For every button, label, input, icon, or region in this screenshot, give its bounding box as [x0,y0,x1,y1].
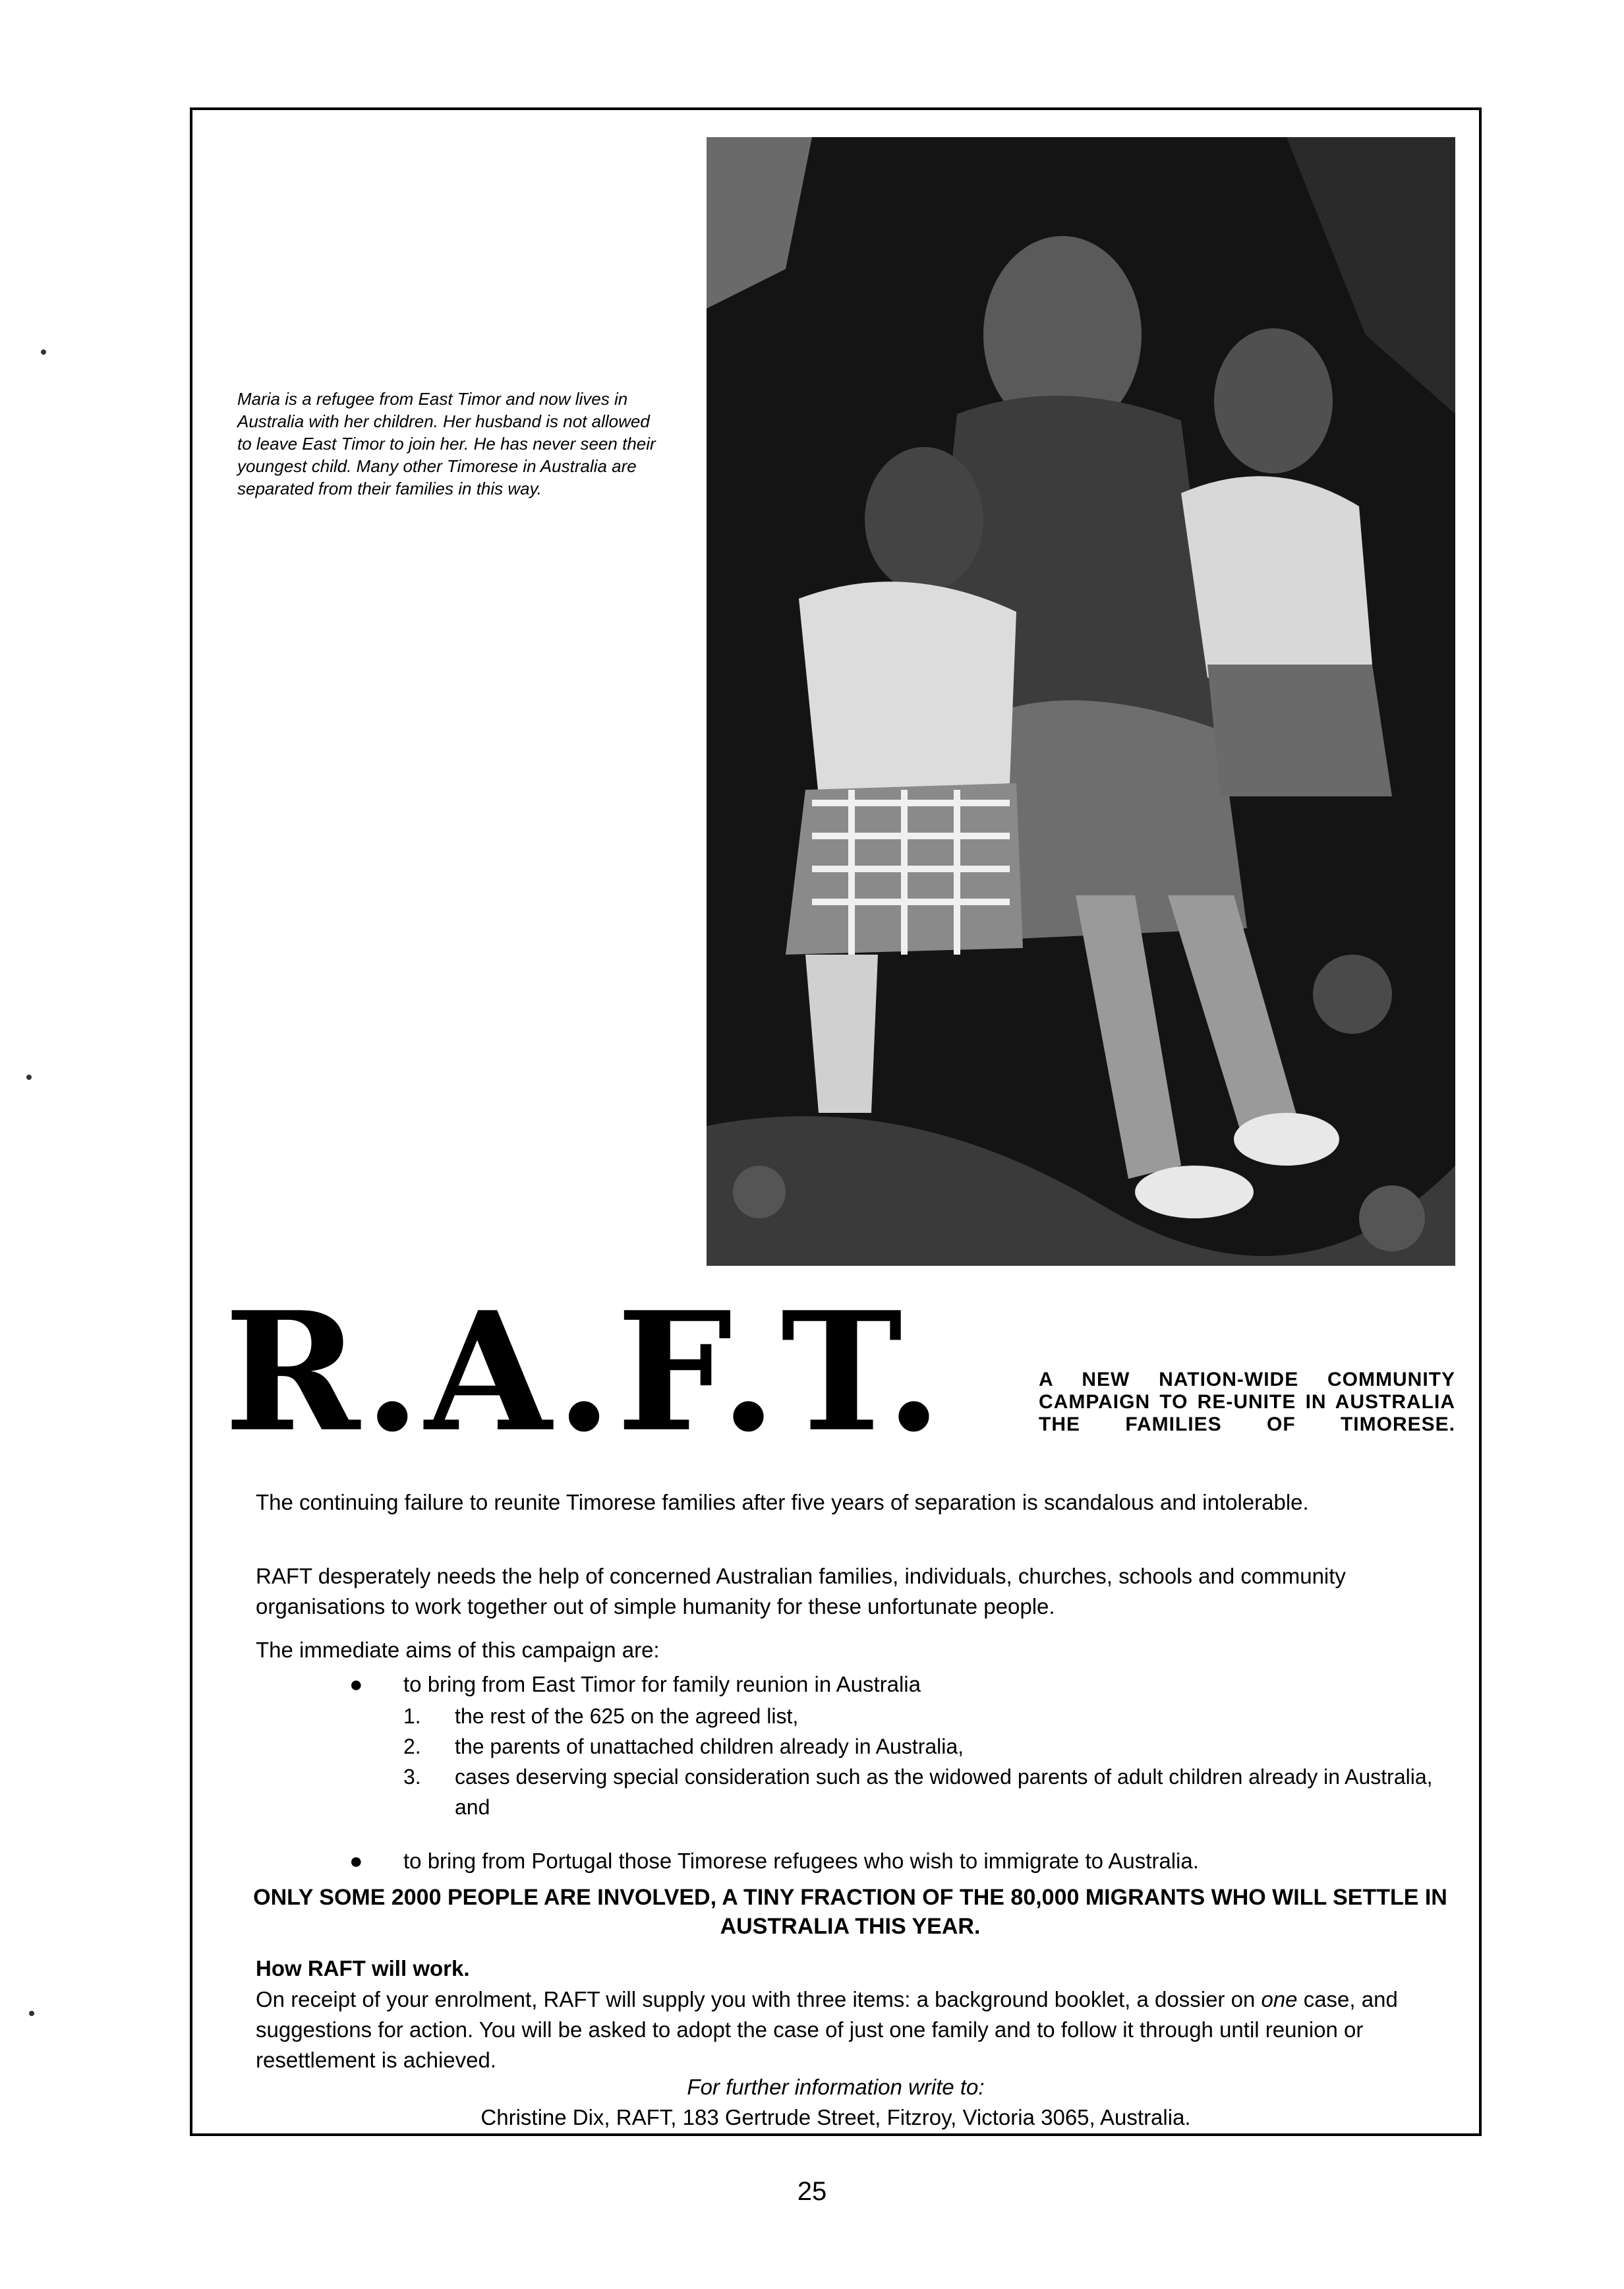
photo-caption: Maria is a refugee from East Timor and now lives in Australia with her children. Her husband is not allowed to leave East Timor to join her. He has never seen their youngest child. Many other Timorese in Australia are separated from their families in this way. [237,389,656,498]
campaign-tagline: A NEW NATION-WIDE COMMUNITY CAMPAIGN TO RE-UNITE IN AUSTRALIA THE FAMILIES OF TIMORESE. [1039,1369,1455,1435]
sub-item-number: 3. [403,1765,421,1789]
how-text-a: On receipt of your enrolment, RAFT will supply you with three items: a background booklet, a dossier on [256,1987,1262,2011]
how-text-b: case, and suggestions for action. You will be asked to adopt the case of just one family and to follow it through until reunion or resettlement is achieved. [256,1987,1398,2072]
sub-item-text: cases deserving special consideration such as the widowed parents of adult children already in Australia, and [455,1765,1433,1819]
further-info-label: For further information write to: [687,2075,985,2099]
bullet-icon: ● [349,1849,363,1874]
paragraph-intro: The continuing failure to reunite Timorese families after five years of separation is scandalous and intolerable. [256,1490,1309,1514]
contact-address: Christine Dix, RAFT, 183 Gertrude Street, Fitzroy, Victoria 3065, Australia. [480,2105,1191,2129]
emphasis-statement: ONLY SOME 2000 PEOPLE ARE INVOLVED, A TINY FRACTION OF THE 80,000 MIGRANTS WHO WILL SETTLE IN AUSTRALIA THIS YEAR. [253,1885,1447,1939]
how-heading: How RAFT will work. [256,1956,470,1980]
raft-title: R.A.F.T. [224,1276,946,1468]
bullet-icon: ● [349,1672,363,1697]
sub-item-number: 2. [403,1735,421,1758]
scan-speck [41,349,46,355]
sub-item-text: the parents of unattached children already in Australia, [455,1735,964,1758]
aim-second: to bring from Portugal those Timorese refugees who wish to immigrate to Australia. [403,1849,1199,1873]
how-text-emphasis: one [1261,1987,1298,2011]
sub-item-number: 1. [403,1704,421,1728]
family-photo [707,137,1455,1266]
how-text [256,1984,1449,2075]
sub-item-text: the rest of the 625 on the agreed list, [455,1704,799,1728]
page-number: 25 [797,2177,827,2206]
aim-first: to bring from East Timor for family reunion in Australia [403,1672,921,1696]
paragraph-need: RAFT desperately needs the help of concerned Australian families, individuals, churches, schools and community organisations to work together out of simple humanity for these unfortunate people. [256,1564,1346,1619]
scan-speck [26,1075,32,1080]
paragraph-aims: The immediate aims of this campaign are: [256,1638,660,1662]
scan-speck [29,2011,34,2016]
